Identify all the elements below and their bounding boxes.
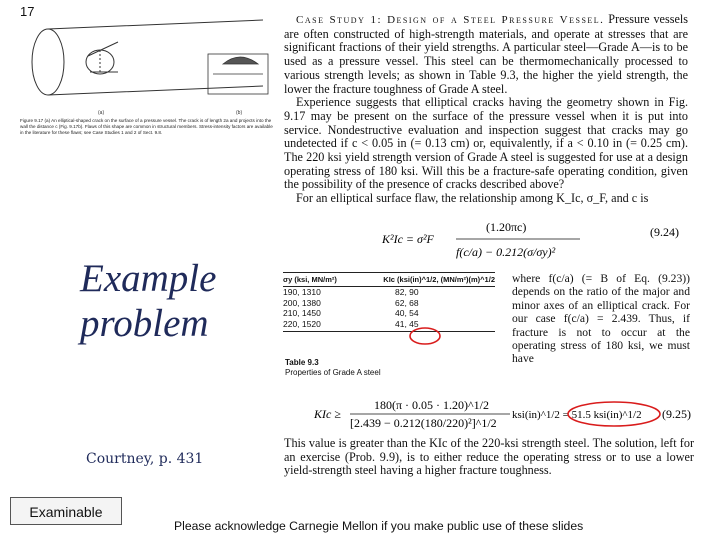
equation-9-24 xyxy=(380,218,690,268)
conclusion-text: This value is greater than the KIc of the 220-ksi strength steel. The solution, left for an exercise (Prob. 9.9), is to either reduce the operating stress or to use a lower yield-strength steel having a higher fracture toughness. xyxy=(284,436,694,478)
acknowledgement-footer: Please acknowledge Carnegie Mellon if you make public use of these slides xyxy=(174,519,584,533)
slide-title xyxy=(80,256,280,346)
case-study-p3: For an elliptical surface flaw, the relationship among K_Ic, σ_F, and c is xyxy=(296,191,649,206)
case-study-heading: Case Study 1: Design of a Steel Pressure Vessel. xyxy=(296,14,605,26)
table-row xyxy=(283,298,495,309)
table-caption-number: Table 9.3 xyxy=(285,358,319,367)
reference-text: Courtney, p. 431 xyxy=(86,451,204,467)
figure-label-b: (b) xyxy=(236,110,243,116)
eq1-lhs: K²Ic = σ²F xyxy=(382,232,434,246)
case-study-p2: Experience suggests that elliptical cracks having the geometry shown in Fig. 9.17 may be present on the surface of the pressure vessel when it is put into service. Nondestructive evaluation and inspection suggest that cracks may go undetected if c < 0.05 in (= 0.13 cm) or, equivalently, if a < 0.10 in (= 0.25 cm). The 220 ksi yield strength version of Grade A steel is suggested for use at a design operating stress of 180 ksi. Will this be a fracture-safe operating condition, given the possibility of the presence of cracks described above? xyxy=(284,95,688,192)
eq2-denominator: [2.439 − 0.212(180/220)²]^1/2 xyxy=(350,416,497,430)
properties-table xyxy=(283,272,495,332)
case-study-p1: Pressure vessels are often constructed of high-strength materials, and operate at stresses that are significant fractions of their yield strengths. A particular steel—Grade A—is to be used as a pressure vessel. This steel can be thermomechanically processed to various strength levels; as shown in Table 9.3, the higher the yield strength, the lower the fracture toughness of Grade A steel. xyxy=(284,12,688,96)
title-line-1: Example xyxy=(80,257,217,300)
table-row xyxy=(283,287,495,298)
eq1-denominator: f(c/a) − 0.212(σ/σy)² xyxy=(456,245,556,259)
figure-caption: Figure 9.17 (a) An elliptical-shaped crack on the surface of a pressure vessel. The crack is of length 2a and projects into the wall the distance c (Fig. 9.17b). Flaws of this shape are common in structural members. Stress-intensity factors are available in the literature for these flaws; see Case Studies 1 and 2 of Sect. 9.8. xyxy=(20,118,273,135)
eq2-unit: ksi(in)^1/2 = 51.5 ksi(in)^1/2 xyxy=(512,409,642,421)
eq2-number: (9.25) xyxy=(662,407,691,421)
table-cell: 200, 1380 xyxy=(283,297,321,308)
table-header xyxy=(283,272,495,287)
table-caption xyxy=(285,358,381,378)
vessel-cylinder xyxy=(32,20,263,95)
highlight-ellipse-table xyxy=(408,326,442,346)
table-cell: 40, 54 xyxy=(395,308,419,318)
table-cell: 220, 1520 xyxy=(283,318,321,329)
table-col1-header: σy (ksi, MN/m²) xyxy=(283,275,337,284)
table-cell: 190, 1310 xyxy=(283,287,321,297)
case-study-text xyxy=(284,13,688,206)
table-bottom-rule xyxy=(283,331,495,332)
table-cell: 210, 1450 xyxy=(283,308,321,318)
eq1-numerator: (1.20πc) xyxy=(486,220,527,234)
eq1-number: (9.24) xyxy=(650,225,679,239)
equation-9-25 xyxy=(284,398,694,430)
right-column-text: where f(c/a) (= B of Eq. (9.23)) depends on the ratio of the major and minor axes of an elliptical crack. For our case f(c/a) = 2.439. Thus, if fracture is not to occur at the operating stress of 180 ksi, we must have xyxy=(512,272,690,366)
title-line-2: problem xyxy=(80,302,209,345)
eq2-lhs: KIc ≥ xyxy=(314,407,341,421)
table-cell: 82, 90 xyxy=(395,287,419,297)
table-row xyxy=(283,319,495,330)
eq2-numerator: 180(π · 0.05 · 1.20)^1/2 xyxy=(374,398,490,412)
figure-label-a: (a) xyxy=(98,110,105,116)
table-col2-header: KIc (ksi(in)^1/2, (MN/m²)(m)^1/2 xyxy=(383,275,495,284)
slide-number: 17 xyxy=(20,4,35,19)
table-row xyxy=(283,308,495,319)
table-cell: 62, 68 xyxy=(395,297,419,308)
table-cell: 41, 45 xyxy=(395,318,419,329)
table-caption-title: Properties of Grade A steel xyxy=(285,368,381,377)
examinable-badge: Examinable xyxy=(10,497,122,525)
